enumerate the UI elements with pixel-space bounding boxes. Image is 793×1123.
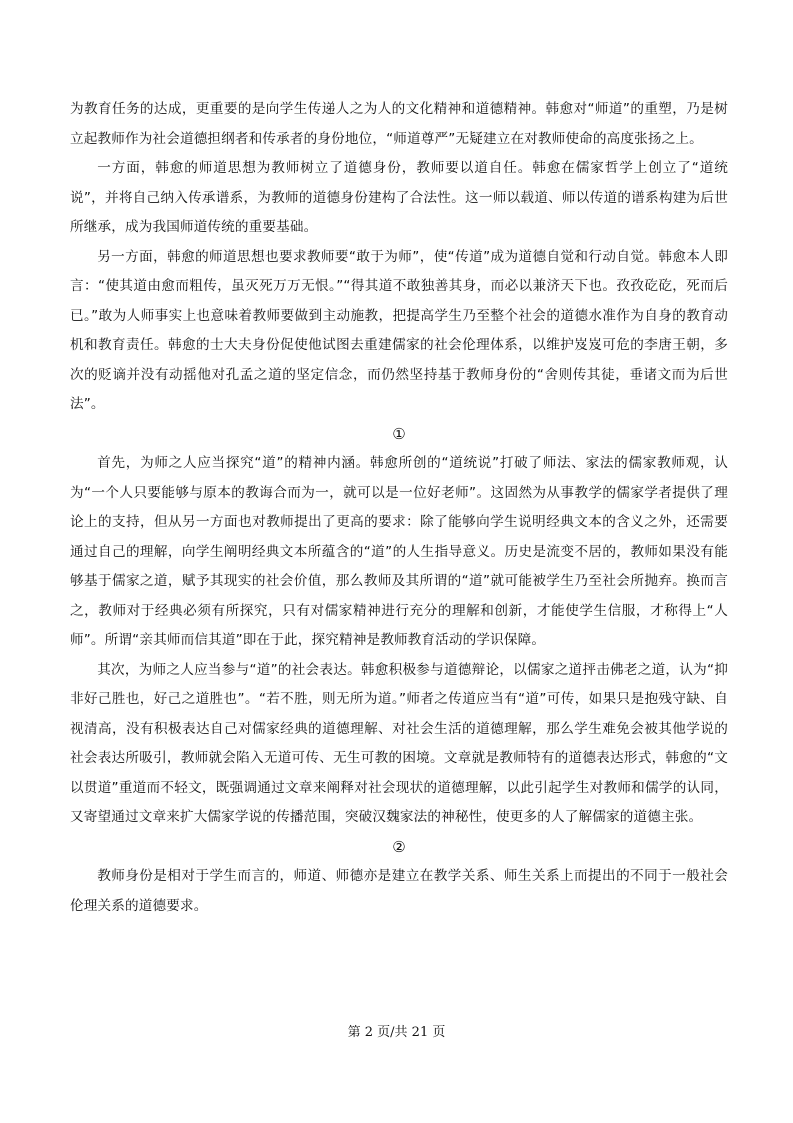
blank-marker-2: ② <box>392 837 406 856</box>
paragraph-continuation: 为教育任务的达成，更重要的是向学生传递人之为人的文化精神和道德精神。韩愈对“师道”的重塑，乃是树立起教师作为社会道德担纲者和传承者的身份地位，“师道尊严”无疑建立在对教师使命的高度张扬之上。 <box>70 101 728 147</box>
paragraph-first-aspect: 一方面，韩愈的师道思想为教师树立了道德身份，教师要以道自任。韩愈在儒家哲学上创立了“道统说”，并将自己纳入传承谱系，为教师的道德身份建构了合法性。这一师以载道、师以传道的谱系构建为后世所继承，成为我国师道传统的重要基础。 <box>70 160 728 235</box>
paragraph-second-aspect: 另一方面，韩愈的师道思想也要求教师要“敢于为师”，使“传道”成为道德自觉和行动自觉。韩愈本人即言：“使其道由愈而粗传，虽灭死万万无恨。”“得其道不敢独善其身，而必以兼济天下也。孜孜矻矻，死而后已。”敢为人师事实上也意味着教师要做到主动施教，把提高学生乃至整个社会的道德水准作为自身的教育动机和教育责任。韩愈的士大夫身份促使他试图去重建儒家的社会伦理体系，以维护岌岌可危的李唐王朝，多次的贬谪并没有动摇他对孔孟之道的坚定信念，而仍然坚持基于教师身份的“舍则传其徒，垂诸文而为后世法”。 <box>70 248 728 412</box>
blank-marker-1: ① <box>392 424 406 443</box>
paragraph-teacher-identity: 教师身份是相对于学生而言的，师道、师德亦是建立在教学关系、师生关系上而提出的不同于一般社会伦理关系的道德要求。 <box>70 868 728 914</box>
paragraph-firstly: 首先，为师之人应当探究“道”的精神内涵。韩愈所创的“道统说”打破了师法、家法的儒家教师观，认为“一个人只要能够与原本的教诲合而为一，就可以是一位好老师”。这固然为从事教学的儒家学者提供了理论上的支持，但从另一方面也对教师提出了更高的要求：除了能够向学生说明经典文本的含义之外，还需要通过自己的理解，向学生阐明经典文本所蕴含的“道”的人生指导意义。历史是流变不居的，教师如果没有能够基于儒家之道，赋予其现实的社会价值，那么教师及其所谓的“道”就可能被学生乃至社会所抛弃。换而言之，教师对于经典必须有所探究，只有对儒家精神进行充分的理解和创新，才能使学生信服，才称得上“人师”。所谓“亲其师而信其道”即在于此，探究精神是教师教育活动的学识保障。 <box>70 455 728 648</box>
page-number-footer: 第 2 页/共 21 页 <box>347 1025 446 1040</box>
document-body <box>70 95 728 921</box>
paragraph-secondly: 其次，为师之人应当参与“道”的社会表达。韩愈积极参与道德辩论，以儒家之道抨击佛老之道，认为“抑非好己胜也，好己之道胜也”。“若不胜，则无所为道。”师者之传道应当有“道”可传，如果只是抱残守缺、自视清高，没有积极表达自己对儒家经典的道德理解、对社会生活的道德理解，那么学生难免会被其他学说的社会表达所吸引，教师就会陷入无道可传、无生可教的困境。文章就是教师特有的道德表达形式，韩愈的“文以贯道”重道而不轻文，既强调通过文章来阐释对社会现状的道德理解，以此引起学生对教师和儒学的认同，又寄望通过文章来扩大儒家学说的传播范围，突破汉魏家法的神秘性，使更多的人了解儒家的道德主张。 <box>70 661 728 825</box>
